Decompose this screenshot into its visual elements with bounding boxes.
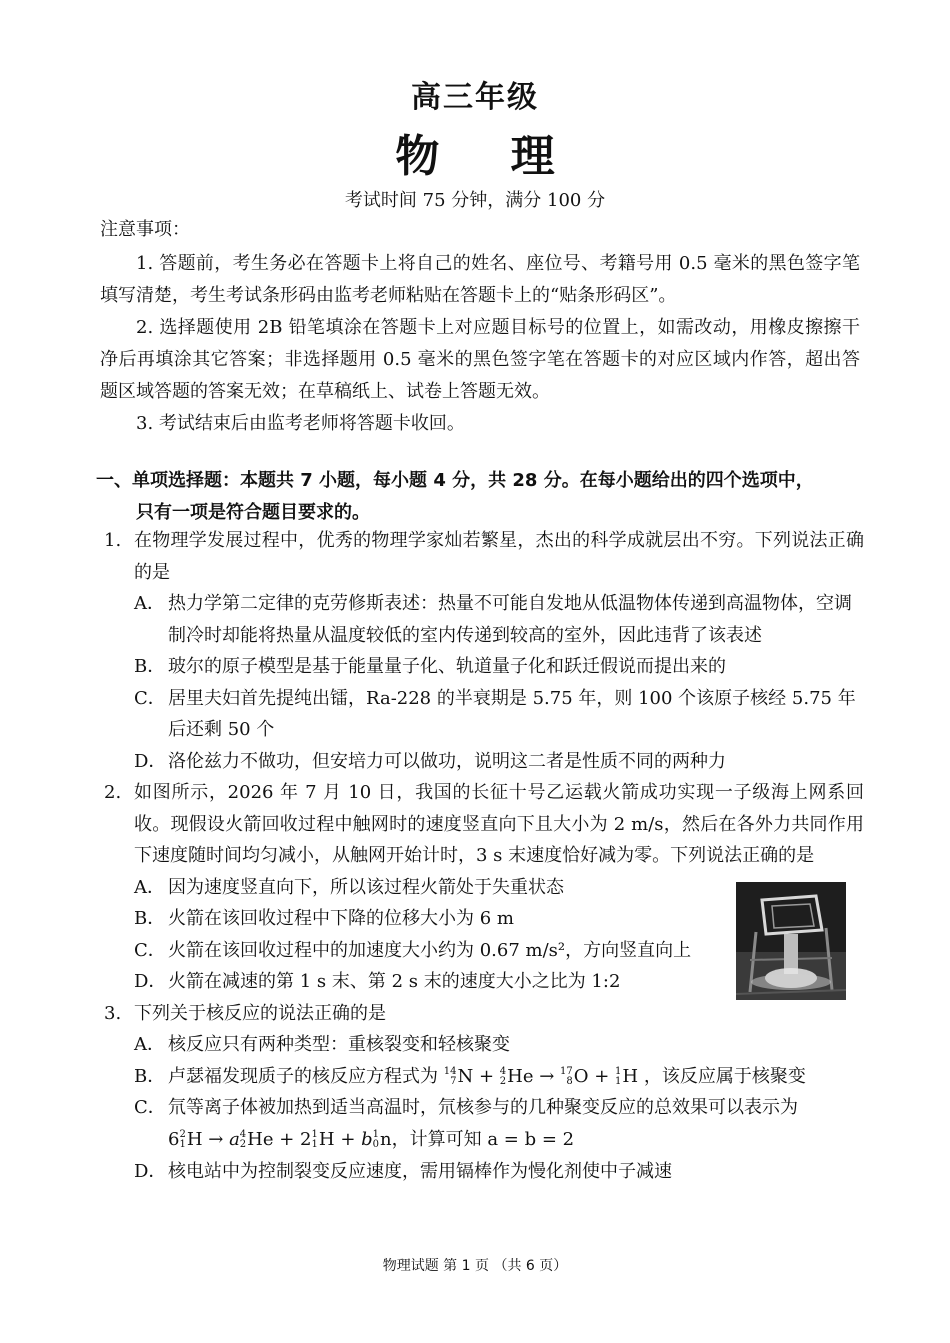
option-text — [168, 1061, 864, 1093]
option-text: 洛伦兹力不做功，但安培力可以做功，说明这二者是性质不同的两种力 — [168, 750, 726, 772]
option-letter: D． — [134, 750, 167, 772]
option-text: 核反应只有两种类型：重核裂变和轻核聚变 — [168, 1034, 510, 1055]
question-number: 1. — [104, 530, 122, 551]
option-b — [104, 1061, 864, 1093]
question-3 — [104, 998, 864, 1188]
option-letter: A． — [134, 876, 165, 898]
option-text: 玻尔的原子模型是基于能量量子化、轨道量子化和跃迁假说而提出来的 — [168, 656, 726, 677]
section-header-line: 一、单项选择题：本题共 7 小题，每小题 4 分，共 28 分。在每小题给出的四个选项中， — [96, 470, 814, 491]
option-text: 居里夫妇首先提纯出镭，Ra-228 的半衰期是 5.75 年，则 100 个该原子核经 5.75 年后还剩 50 个 — [168, 687, 856, 740]
question-text: 如图所示，2026 年 7 月 10 日，我国的长征十号乙运载火箭成功实现一子级海上网系回收。现假设火箭回收过程中触网时的速度竖直向下且大小为 2 m/s，然后在各外力共同作用下速度随时间均匀减小，从触网开始计时，3 s 末速度恰好减为零。下列说法正确的是 — [134, 782, 864, 866]
question-list — [104, 525, 864, 1187]
question-stem — [104, 998, 864, 1030]
option-text: 火箭在该回收过程中下降的位移大小为 6 m — [168, 908, 514, 929]
option-letter: C． — [134, 1097, 166, 1119]
notice-item: 1. 答题前，考生务必在答题卡上将自己的姓名、座位号、考籍号用 0.5 毫米的黑色签字笔填写清楚，考生考试条形码由监考老师粘贴在答题卡上的“贴条形码区”。 — [100, 253, 860, 306]
option-text: 热力学第二定律的克劳修斯表述：热量不可能自发地从低温物体传递到高温物体，空调制冷时却能将热量从温度较低的室内传递到较高的室外，因此违背了该表述 — [168, 593, 852, 646]
option-d — [104, 746, 864, 778]
notice-title: 注意事项： — [100, 219, 190, 240]
question-1 — [104, 525, 864, 777]
option-text-pre: 氘等离子体被加热到适当高温时，氘核参与的几种聚变反应的总效果可以表示为 — [168, 1097, 798, 1119]
option-a — [104, 1029, 864, 1061]
option-text: 核电站中为控制裂变反应速度，需用镉棒作为慢化剂使中子减速 — [168, 1160, 672, 1182]
grade-title: 高三年级 — [411, 80, 539, 115]
question-text: 在物理学发展过程中，优秀的物理学家灿若繁星，杰出的科学成就层出不穷。下列说法正确的是 — [134, 530, 864, 583]
page-footer: 物理试题 第 1 页 （共 6 页） — [382, 1258, 568, 1274]
option-c — [104, 1092, 864, 1155]
option-letter: A． — [134, 593, 165, 614]
subject-title: 物 理 — [395, 131, 583, 182]
option-text-pre: 卢瑟福发现质子的核反应方程式为 — [168, 1065, 438, 1087]
option-text: 火箭在减速的第 1 s 末、第 2 s 末的速度大小之比为 1:2 — [168, 971, 621, 992]
notice-item: 3. 考试结束后由监考老师将答题卡收回。 — [136, 413, 465, 434]
option-b — [104, 651, 864, 683]
question-stem — [104, 525, 864, 588]
option-text: 火箭在该回收过程中的加速度大小约为 0.67 m/s²，方向竖直向上 — [168, 939, 692, 961]
option-letter: D． — [134, 1160, 167, 1182]
section-header-line: 只有一项是符合题目要求的。 — [136, 502, 370, 523]
question-stem — [104, 777, 864, 872]
option-letter: B． — [134, 908, 166, 929]
question-number: 2. — [104, 782, 122, 803]
rocket-recovery-photo — [736, 882, 846, 1000]
notice-item: 2. 选择题使用 2B 铅笔填涂在答题卡上对应题目标号的位置上，如需改动，用橡皮擦擦干净后再填涂其它答案；非选择题用 0.5 毫米的黑色签字笔在答题卡的对应区域内作答，超出答题区域答题的答案无效；在草稿纸上、试卷上答题无效。 — [100, 317, 860, 402]
option-letter: B． — [134, 1065, 166, 1087]
option-letter: C． — [134, 687, 166, 709]
nuclear-equation: 14 7 N + 4 2 He → 17 8 O + 1 1 H — [443, 1065, 639, 1087]
option-text — [168, 1092, 864, 1155]
fusion-equation: 6 2 1 H → a 4 2 He + 2 1 1 H + b 1 0 n — [168, 1128, 392, 1150]
question-text: 下列关于核反应的说法正确的是 — [134, 1002, 386, 1024]
section-header — [96, 465, 866, 529]
option-text-post: ，该反应属于核聚变 — [643, 1065, 806, 1087]
option-text: 因为速度竖直向下，所以该过程火箭处于失重状态 — [168, 876, 564, 898]
option-letter: A． — [134, 1034, 165, 1055]
option-d — [104, 1156, 864, 1188]
option-a — [104, 588, 864, 651]
option-c — [104, 683, 864, 746]
option-letter: B． — [134, 656, 166, 677]
notice-list — [100, 248, 860, 440]
rocket-recovery-image — [736, 882, 846, 1000]
option-text-post: ，计算可知 a = b = 2 — [391, 1128, 575, 1150]
option-letter: C． — [134, 939, 166, 961]
exam-info: 考试时间 75 分钟，满分 100 分 — [344, 190, 606, 211]
question-number: 3. — [104, 1002, 122, 1024]
option-letter: D． — [134, 971, 167, 992]
